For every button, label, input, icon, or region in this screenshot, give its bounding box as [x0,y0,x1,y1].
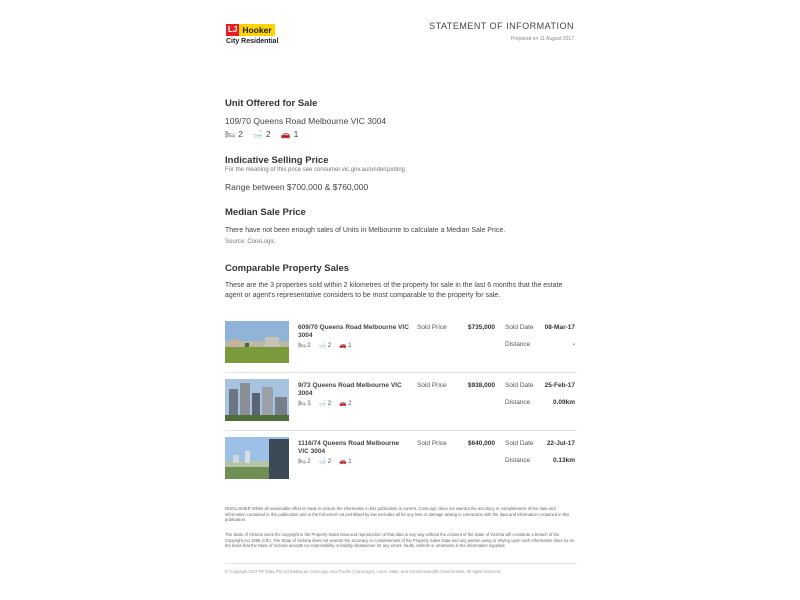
comparable-address: 609/70 Queens Road Melbourne VIC 3004 [298,324,409,339]
unit-features [225,129,298,139]
sold-price-label: Sold Price [417,324,447,331]
logo-subtitle: City Residential [226,38,279,45]
bath-icon: 🛁 [252,130,263,139]
disclaimer-text: DISCLAIMER Whilst all reasonable effort is made to ensure the information in this publication is current, CoreLogic does not warrant the accuracy or completeness of the data and information contained in this publication and to the full extent not prohibited by law excludes all for any loss or damage arising in connection with the data and information contained in this publication. [225,506,570,523]
indicative-range: Range between $700,000 & $760,000 [225,182,369,192]
sold-date-label: Sold Date [505,382,534,389]
unit-beds-value: 2 [238,129,243,139]
document-title: STATEMENT OF INFORMATION [429,21,574,31]
car-icon: 🚗 [339,343,347,349]
property-photo [225,321,289,363]
unit-address: 109/70 Queens Road Melbourne VIC 3004 [225,116,387,126]
bed-icon: 🛏 [298,401,306,407]
comparable-item [225,321,577,367]
car-icon: 🚗 [280,130,291,139]
comparable-features [298,400,352,407]
comp-cars [339,400,352,407]
sold-date-value: 22-Jul-17 [546,440,575,447]
row-divider [225,372,577,373]
sold-price-label: Sold Price [417,382,447,389]
comp-baths-value: 2 [327,459,332,465]
comp-beds [298,342,311,349]
logo-mark [226,24,286,36]
logo-hooker: Hooker [239,24,274,36]
distance-label: Distance [505,399,531,406]
median-text: There have not been enough sales of Units in Melbourne to calculate a Median Sale Price. [225,227,506,234]
comp-beds [298,458,311,465]
comp-cars-value: 1 [348,459,352,465]
sold-price-value: $938,000 [467,382,495,389]
distance-value: 0.09km [552,399,575,406]
copyright-notice: The State of Victoria owns the copyright in the Property Sales Data and reproduction of that data in any way without the consent of the State of Victoria will constitute a breach of the Copyright Act 1968 (Cth). The State of Victoria does not warrant the accuracy or completeness of the Property Sales Data and any person using or relying upon such information does so on the basis that the State of Victoria accepts no responsibility or liability whatsoever for any errors, faults, defects or omissions in the information supplied. [225,532,574,549]
bed-icon: 🛏 [298,343,306,349]
bath-icon: 🛁 [318,401,327,407]
logo-lj: LJ [228,25,238,34]
bath-icon: 🛁 [318,343,327,349]
unit-cars [281,129,299,139]
lj-hooker-logo [226,24,286,48]
comp-beds-value: 2 [307,343,311,349]
property-photo [225,437,289,479]
car-icon: 🚗 [339,401,347,407]
bath-icon: 🛁 [318,459,327,465]
comparable-features [298,342,352,349]
comp-baths-value: 2 [327,343,332,349]
distance-value: - [572,341,575,348]
comp-cars-value: 2 [348,401,352,407]
comparable-intro: These are the 3 properties sold within 2 kilometres of the property for sale in the last 6 months that the estate agent or agent's representative considers to be most comparable to the property for sale. [225,282,563,299]
comp-baths-value: 2 [327,401,332,407]
sold-date-label: Sold Date [505,440,534,447]
footer-divider [225,563,577,564]
sold-date-value: 08-Mar-17 [544,324,575,331]
comp-beds-value: 2 [307,459,311,465]
sold-price-value: $735,000 [467,324,495,331]
distance-label: Distance [505,341,531,348]
unit-baths-value: 2 [265,129,271,139]
indicative-heading: Indicative Selling Price [225,155,329,166]
prepared-date: Prepared on 11 August 2017 [510,36,574,42]
median-source: Source: CoreLogic [225,239,275,245]
row-divider [225,430,577,431]
sold-date-value: 25-Feb-17 [544,382,575,389]
comp-baths [319,342,332,349]
comparable-item [225,437,577,483]
comp-beds [298,400,311,407]
copyright-footer: © Copyright 2017 RP Data Pty Ltd trading as CoreLogic Asia Pacific (CoreLogic). Local, State, and Commonwealth Governments. All rights reserved. [225,569,502,574]
comp-baths [319,458,332,465]
sold-price-label: Sold Price [417,440,447,447]
comparable-address: 9/73 Queens Road Melbourne VIC 3004 [298,382,402,397]
distance-label: Distance [505,457,531,464]
comparable-features [298,458,352,465]
property-photo [225,379,289,421]
bed-icon: 🛏 [298,459,306,465]
distance-value: 0.13km [552,457,575,464]
median-heading: Median Sale Price [225,207,306,218]
unit-beds [225,129,243,139]
unit-cars-value: 1 [293,129,299,139]
bed-icon: 🛏 [225,130,236,139]
comp-cars-value: 1 [348,343,352,349]
comp-cars [339,458,352,465]
unit-heading: Unit Offered for Sale [225,98,318,109]
comparable-address: 1116/74 Queens Road Melbourne VIC 3004 [298,440,400,455]
comp-beds-value: 3 [307,401,311,407]
sold-price-value: $640,000 [467,440,495,447]
sold-date-label: Sold Date [505,324,534,331]
comp-cars [339,342,352,349]
comp-baths [319,400,332,407]
indicative-note: For the meaning of this price see consumer.vic.gov.au/underquoting [225,167,405,173]
comparable-item [225,379,577,425]
car-icon: 🚗 [339,459,347,465]
comparable-heading: Comparable Property Sales [225,263,350,274]
unit-baths [253,129,271,139]
